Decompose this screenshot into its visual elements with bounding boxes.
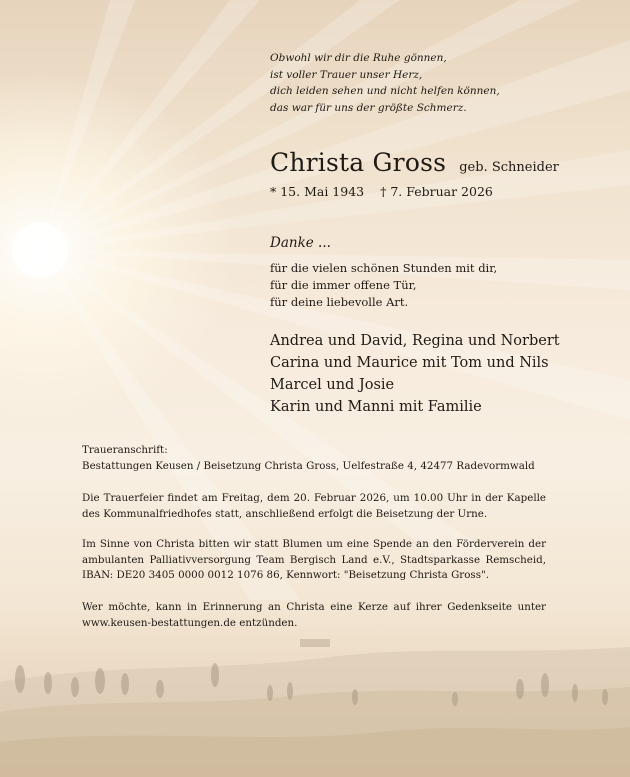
address-text: Bestattungen Keusen / Beisetzung Christa Gross, Uelfestraße 4, 42477 Radevormwald [82,459,535,472]
poem-line: Obwohl wir dir die Ruhe gönnen, [270,52,447,64]
candle-line: www.keusen-bestattungen.de entzünden. [82,616,298,629]
donation-request [82,537,546,584]
maiden-name: geb. Schneider [459,160,559,175]
mourner-line: Andrea und David, Regina und Norbert [270,333,560,349]
mourners-list [270,330,560,418]
memorial-candle-info [82,600,546,631]
mourner-line: Karin und Manni mit Familie [270,399,482,415]
ceremony-line: Die Trauerfeier findet am Freitag, dem 20. Februar 2026, um 10.00 Uhr in der Kapelle [82,492,546,504]
deceased-name-row [270,148,559,177]
address-label: Traueranschrift: [82,444,168,456]
mourner-line: Carina und Maurice mit Tom und Nils [270,355,549,371]
mourning-address [82,443,546,474]
death-date: † 7. Februar 2026 [380,184,493,199]
donation-line: ambulanten Palliativversorgung Team Bergisch Land e.V., Stadtsparkasse Remscheid, [82,553,546,566]
ceremony-line: des Kommunalfriedhofes statt, anschließend erfolgt die Beisetzung der Urne. [82,507,488,520]
mourner-line: Marcel und Josie [270,377,395,393]
poem-line: das war für uns der größte Schmerz. [270,101,467,114]
donation-line: Im Sinne von Christa bitten wir statt Blumen um eine Spende an den Förderverein der [82,538,546,550]
thanks-heading: Danke ... [270,235,331,251]
thanks-line: für deine liebevolle Art. [270,295,409,309]
life-dates [270,184,493,199]
poem-line: dich leiden sehen und nicht helfen können, [270,85,500,97]
donation-line: IBAN: DE20 3405 0000 0012 1076 86, Kennwort: "Beisetzung Christa Gross". [82,569,489,581]
birth-date: * 15. Mai 1943 [270,184,365,199]
poem-line: ist voller Trauer unser Herz, [270,68,423,81]
thanks-line: für die vielen schönen Stunden mit dir, [270,261,498,275]
thanks-line: für die immer offene Tür, [270,278,417,292]
deceased-name: Christa Gross [270,148,447,177]
candle-line: Wer möchte, kann in Erinnerung an Christa eine Kerze auf ihrer Gedenkseite unter [82,601,546,613]
funeral-ceremony-info [82,491,546,522]
thanks-text [270,260,497,311]
memorial-poem [270,50,500,116]
